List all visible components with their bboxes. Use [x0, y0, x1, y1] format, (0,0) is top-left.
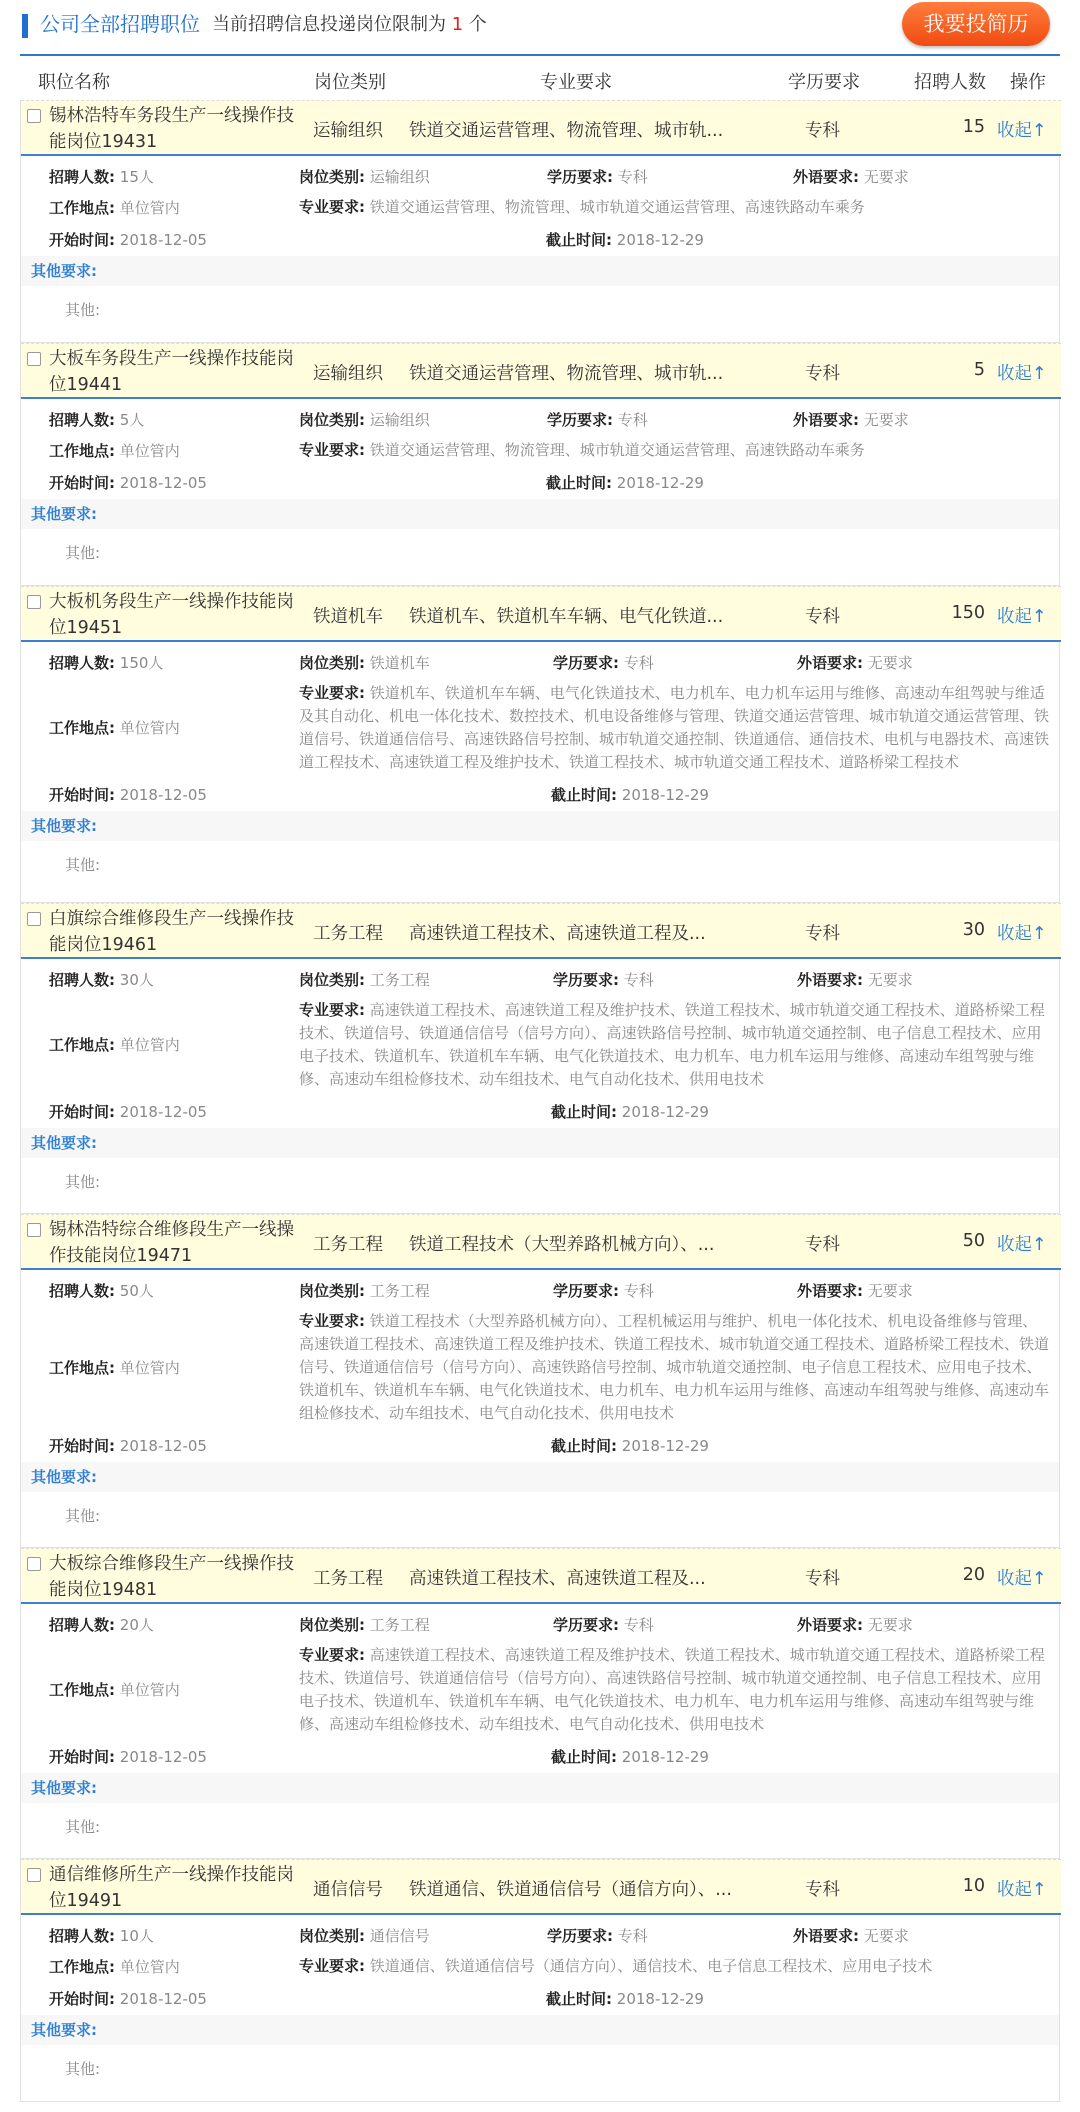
detail-major-value: 高速铁道工程技术、高速铁道工程及维护技术、铁道工程技术、城市轨道交通工程技术、道路桥梁工程技术、铁道信号、铁道通信信号（信号方向）、高速铁路信号控制、城市轨道交通控制、电子信息工程技术、应用电子技术、铁道机车、铁道机车车辆、电气化铁道技术、电力机车、电力机车运用与维修、高速动车组驾驶与维修、高速动车组检修技术、动车组技术、电气自动化技术、供用电技术 [299, 1001, 1045, 1088]
position-record [20, 903, 1060, 1214]
notice-prefix: 当前招聘信息投递岗位限制为 [212, 14, 446, 35]
detail-major-value: 铁道机车、铁道机车车辆、电气化铁道技术、电力机车、电力机车运用与维修、高速动车组驾驶与维适及其自动化、机电一体化技术、数控技术、机电设备维修与管理、铁道交通运营管理、城市轨道交通运营管理、铁道信号、铁道通信信号、高速铁路信号控制、城市轨道交通控制、铁道通信、通信技术、电机与电器技术、高速铁道工程技术、高速铁道工程及维护技术、铁道工程技术、城市轨道交通工程技术、道路桥梁工程技术 [299, 684, 1050, 771]
detail-start-date [49, 472, 207, 493]
column-header-category: 岗位类别 [314, 72, 386, 93]
detail-start-date [49, 1435, 207, 1456]
detail-education [553, 1614, 654, 1635]
detail-major-value: 铁道交通运营管理、物流管理、城市轨道交通运营管理、高速铁路动车乘务 [369, 441, 865, 459]
position-education: 专科 [805, 364, 840, 384]
detail-start-label: 开始时间: [49, 786, 115, 804]
detail-end-label: 截止时间: [546, 474, 612, 492]
detail-location-label: 工作地点: [49, 1681, 115, 1699]
detail-education-value: 专科 [623, 971, 654, 989]
detail-language [797, 969, 913, 990]
collapse-link[interactable]: 收起↑ [997, 1569, 1047, 1589]
detail-language-value: 无要求 [863, 411, 909, 429]
detail-end-value: 2018-12-29 [616, 1990, 704, 2008]
other-label: 其他: [65, 1173, 101, 1191]
detail-location-label: 工作地点: [49, 199, 115, 217]
detail-start-label: 开始时间: [49, 1103, 115, 1121]
detail-language-value: 无要求 [867, 1282, 913, 1300]
position-category: 工务工程 [313, 1235, 383, 1255]
detail-major-label: 专业要求: [299, 684, 365, 702]
detail-count-label: 招聘人数: [49, 1282, 115, 1300]
detail-location-label: 工作地点: [49, 1958, 115, 1976]
detail-category [299, 409, 430, 430]
detail-start-value: 2018-12-05 [119, 474, 207, 492]
position-education: 专科 [805, 121, 840, 141]
position-count: 20 [962, 1565, 985, 1585]
detail-count-label: 招聘人数: [49, 1616, 115, 1634]
position-record [20, 1548, 1060, 1859]
other-label: 其他: [65, 856, 101, 874]
detail-language-value: 无要求 [863, 1927, 909, 1945]
position-record [20, 1859, 1060, 2102]
detail-count-label: 招聘人数: [49, 411, 115, 429]
detail-location-value: 单位管内 [119, 442, 180, 460]
detail-start-date [49, 1988, 207, 2009]
detail-education-value: 专科 [623, 1616, 654, 1634]
position-education: 专科 [805, 1569, 840, 1589]
detail-language-value: 无要求 [867, 971, 913, 989]
detail-category [299, 652, 430, 673]
detail-start-label: 开始时间: [49, 1437, 115, 1455]
detail-start-value: 2018-12-05 [119, 786, 207, 804]
detail-language-label: 外语要求: [797, 1282, 863, 1300]
detail-education [547, 409, 648, 430]
position-major-summary: 铁道通信、铁道通信信号（通信方向）、... [409, 1880, 732, 1900]
detail-count-value: 150人 [119, 654, 164, 672]
detail-education [547, 1925, 648, 1946]
detail-education-label: 学历要求: [553, 971, 619, 989]
detail-start-label: 开始时间: [49, 231, 115, 249]
other-label: 其他: [65, 544, 101, 562]
other-label: 其他: [65, 1818, 101, 1836]
detail-count [49, 652, 163, 673]
detail-start-value: 2018-12-05 [119, 231, 207, 249]
detail-category [299, 166, 430, 187]
other-requirements-bar [21, 1128, 1059, 1158]
position-category: 工务工程 [313, 924, 383, 944]
detail-count [49, 1614, 154, 1635]
position-count: 30 [962, 920, 985, 940]
detail-end-date [551, 1435, 709, 1456]
detail-end-value: 2018-12-29 [616, 474, 704, 492]
detail-count-value: 50人 [119, 1282, 154, 1300]
position-record [20, 1214, 1060, 1548]
detail-category-value: 通信信号 [369, 1927, 430, 1945]
detail-start-date [49, 229, 207, 250]
detail-language [797, 652, 913, 673]
position-record [20, 343, 1060, 586]
detail-education [553, 969, 654, 990]
detail-category-value: 铁道机车 [369, 654, 430, 672]
detail-language [793, 166, 909, 187]
position-education: 专科 [805, 924, 840, 944]
detail-category [299, 969, 430, 990]
collapse-link[interactable]: 收起↑ [997, 1880, 1047, 1900]
detail-location-label: 工作地点: [49, 442, 115, 460]
position-major-summary: 铁道工程技术（大型养路机械方向）、... [409, 1235, 715, 1255]
position-major-summary: 高速铁道工程技术、高速铁道工程及... [409, 1569, 706, 1589]
detail-education-label: 学历要求: [553, 1282, 619, 1300]
position-category: 铁道机车 [313, 607, 383, 627]
detail-education [553, 652, 654, 673]
detail-major [299, 1955, 1051, 1978]
detail-count-value: 10人 [119, 1927, 154, 1945]
detail-end-date [546, 229, 704, 250]
detail-end-label: 截止时间: [551, 1437, 617, 1455]
detail-location-value: 单位管内 [119, 1958, 180, 1976]
detail-end-value: 2018-12-29 [621, 1437, 709, 1455]
table-header [20, 60, 1060, 100]
detail-language-label: 外语要求: [797, 654, 863, 672]
detail-end-label: 截止时间: [546, 231, 612, 249]
detail-count-label: 招聘人数: [49, 654, 115, 672]
position-education: 专科 [805, 1880, 840, 1900]
detail-count-value: 30人 [119, 971, 154, 989]
position-details [21, 1214, 1061, 1548]
detail-location-value: 单位管内 [119, 719, 180, 737]
other-label: 其他: [65, 2060, 101, 2078]
detail-location [49, 1679, 180, 1700]
other-requirements-bar [21, 499, 1059, 529]
detail-education-value: 专科 [623, 654, 654, 672]
detail-start-value: 2018-12-05 [119, 1990, 207, 2008]
position-major-summary: 铁道交通运营管理、物流管理、城市轨... [409, 121, 724, 141]
detail-major-label: 专业要求: [299, 1312, 365, 1330]
position-name: 大板综合维修段生产一线操作技能岗位19481 [49, 1554, 294, 1600]
position-count: 5 [973, 360, 985, 380]
detail-language-label: 外语要求: [797, 971, 863, 989]
detail-location [49, 197, 180, 218]
detail-end-value: 2018-12-29 [621, 1103, 709, 1121]
detail-location-label: 工作地点: [49, 1036, 115, 1054]
detail-language-label: 外语要求: [793, 168, 859, 186]
other-label: 其他: [65, 1507, 101, 1525]
collapse-link[interactable]: 收起↑ [997, 364, 1047, 384]
other-requirements-label: 其他要求: [31, 505, 97, 523]
column-header-education: 学历要求 [788, 72, 860, 93]
detail-language-value: 无要求 [863, 168, 909, 186]
detail-category-label: 岗位类别: [299, 411, 365, 429]
detail-end-label: 截止时间: [551, 1748, 617, 1766]
detail-category-label: 岗位类别: [299, 1282, 365, 1300]
position-count: 10 [962, 1876, 985, 1896]
detail-major [299, 682, 1051, 774]
detail-end-date [551, 1746, 709, 1767]
detail-category-label: 岗位类别: [299, 1927, 365, 1945]
position-details [21, 1859, 1061, 2102]
position-name: 大板机务段生产一线操作技能岗位19451 [49, 592, 294, 638]
position-education: 专科 [805, 1235, 840, 1255]
position-education: 专科 [805, 607, 840, 627]
detail-end-label: 截止时间: [551, 786, 617, 804]
position-count: 50 [962, 1231, 985, 1251]
position-category: 运输组织 [313, 364, 383, 384]
detail-major-value: 高速铁道工程技术、高速铁道工程及维护技术、铁道工程技术、城市轨道交通工程技术、道路桥梁工程技术、铁道信号、铁道通信信号（信号方向）、高速铁路信号控制、城市轨道交通控制、电子信息工程技术、应用电子技术、铁道机车、铁道机车车辆、电气化铁道技术、电力机车、电力机车运用与维修、高速动车组驾驶与维修、高速动车组检修技术、动车组技术、电气自动化技术、供用电技术 [299, 1646, 1045, 1733]
other-requirements-bar [21, 1773, 1059, 1803]
detail-count [49, 969, 154, 990]
detail-count-label: 招聘人数: [49, 971, 115, 989]
detail-count-value: 5人 [119, 411, 145, 429]
detail-category-label: 岗位类别: [299, 1616, 365, 1634]
detail-language-label: 外语要求: [793, 1927, 859, 1945]
detail-end-value: 2018-12-29 [621, 786, 709, 804]
position-major-summary: 高速铁道工程技术、高速铁道工程及... [409, 924, 706, 944]
detail-major [299, 1644, 1051, 1736]
application-limit-notice [212, 12, 487, 38]
detail-education-value: 专科 [623, 1282, 654, 1300]
position-name: 通信维修所生产一线操作技能岗位19491 [49, 1865, 294, 1911]
detail-count [49, 1280, 154, 1301]
collapse-link[interactable]: 收起↑ [997, 607, 1047, 627]
detail-education-label: 学历要求: [547, 1927, 613, 1945]
detail-major-label: 专业要求: [299, 1646, 365, 1664]
detail-end-date [551, 784, 709, 805]
detail-education-label: 学历要求: [547, 411, 613, 429]
detail-category-value: 工务工程 [369, 1616, 430, 1634]
detail-location [49, 1034, 180, 1055]
detail-location-label: 工作地点: [49, 719, 115, 737]
detail-category [299, 1280, 430, 1301]
collapse-link[interactable]: 收起↑ [997, 121, 1047, 141]
other-requirements-bar [21, 811, 1059, 841]
detail-start-date [49, 784, 207, 805]
other-requirements-bar [21, 1462, 1059, 1492]
other-requirements-bar [21, 2015, 1059, 2045]
detail-start-label: 开始时间: [49, 1990, 115, 2008]
detail-count [49, 166, 154, 187]
column-header-count: 招聘人数 [914, 72, 986, 93]
detail-location-value: 单位管内 [119, 1036, 180, 1054]
detail-language-label: 外语要求: [793, 411, 859, 429]
title-accent-bar [22, 14, 28, 38]
other-requirements-label: 其他要求: [31, 2021, 97, 2039]
other-requirements-label: 其他要求: [31, 262, 97, 280]
detail-count [49, 409, 144, 430]
detail-major-label: 专业要求: [299, 1957, 365, 1975]
other-requirements-label: 其他要求: [31, 1134, 97, 1152]
position-details [21, 100, 1061, 343]
position-details [21, 343, 1061, 586]
detail-start-date [49, 1101, 207, 1122]
detail-location [49, 1357, 180, 1378]
detail-major [299, 999, 1051, 1091]
position-count: 150 [951, 603, 985, 623]
detail-major-label: 专业要求: [299, 1001, 365, 1019]
detail-language-value: 无要求 [867, 654, 913, 672]
detail-major [299, 196, 1051, 219]
detail-category [299, 1925, 430, 1946]
detail-major-label: 专业要求: [299, 198, 365, 216]
detail-start-value: 2018-12-05 [119, 1748, 207, 1766]
detail-start-value: 2018-12-05 [119, 1103, 207, 1121]
detail-major-value: 铁道工程技术（大型养路机械方向）、工程机械运用与维护、机电一体化技术、机电设备维修与管理、高速铁道工程技术、高速铁道工程及维护技术、铁道工程技术、城市轨道交通工程技术、道路桥梁工程技术、铁道信号、铁道通信信号（信号方向）、高速铁路信号控制、城市轨道交通控制、电子信息工程技术、应用电子技术、铁道机车、铁道机车车辆、电气化铁道技术、电力机车、电力机车运用与维修、高速动车组驾驶与维修、高速动车组检修技术、动车组技术、电气自动化技术、供用电技术 [299, 1312, 1050, 1422]
detail-language [793, 1925, 909, 1946]
detail-major-label: 专业要求: [299, 441, 365, 459]
position-details [21, 903, 1061, 1214]
position-record [20, 100, 1060, 343]
column-header-action: 操作 [1010, 72, 1046, 93]
detail-location-label: 工作地点: [49, 1359, 115, 1377]
position-category: 工务工程 [313, 1569, 383, 1589]
detail-education-value: 专科 [617, 1927, 648, 1945]
detail-category-label: 岗位类别: [299, 168, 365, 186]
column-header-major: 专业要求 [540, 72, 612, 93]
other-requirements-label: 其他要求: [31, 1468, 97, 1486]
detail-major [299, 1310, 1051, 1425]
other-requirements-label: 其他要求: [31, 1779, 97, 1797]
detail-language-label: 外语要求: [797, 1616, 863, 1634]
position-details [21, 1548, 1061, 1859]
detail-category-value: 工务工程 [369, 1282, 430, 1300]
page-header [20, 0, 1060, 56]
detail-category [299, 1614, 430, 1635]
position-details [21, 586, 1061, 903]
detail-education [553, 1280, 654, 1301]
notice-suffix: 个 [468, 14, 487, 35]
detail-location-value: 单位管内 [119, 199, 180, 217]
detail-education-value: 专科 [617, 168, 648, 186]
detail-count-value: 15人 [119, 168, 154, 186]
detail-category-value: 运输组织 [369, 411, 430, 429]
detail-category-label: 岗位类别: [299, 971, 365, 989]
detail-education-label: 学历要求: [553, 654, 619, 672]
detail-end-value: 2018-12-29 [616, 231, 704, 249]
detail-count [49, 1925, 154, 1946]
detail-location-value: 单位管内 [119, 1681, 180, 1699]
position-category: 运输组织 [313, 121, 383, 141]
detail-location [49, 1956, 180, 1977]
page-title: 公司全部招聘职位 [40, 12, 200, 36]
position-major-summary: 铁道机车、铁道机车车辆、电气化铁道... [409, 607, 724, 627]
position-count: 15 [962, 117, 985, 137]
position-record [20, 586, 1060, 903]
detail-category-label: 岗位类别: [299, 654, 365, 672]
position-name: 锡林浩特综合维修段生产一线操作技能岗位19471 [49, 1220, 294, 1266]
other-requirements-label: 其他要求: [31, 817, 97, 835]
detail-count-value: 20人 [119, 1616, 154, 1634]
position-name: 锡林浩特车务段生产一线操作技能岗位19431 [49, 106, 294, 152]
other-label: 其他: [65, 301, 101, 319]
detail-major-value: 铁道交通运营管理、物流管理、城市轨道交通运营管理、高速铁路动车乘务 [369, 198, 865, 216]
detail-language [797, 1280, 913, 1301]
position-name: 大板车务段生产一线操作技能岗位19441 [49, 349, 294, 395]
detail-location [49, 440, 180, 461]
detail-count-label: 招聘人数: [49, 168, 115, 186]
detail-language-value: 无要求 [867, 1616, 913, 1634]
detail-location [49, 717, 180, 738]
position-major-summary: 铁道交通运营管理、物流管理、城市轨... [409, 364, 724, 384]
detail-major-value: 铁道通信、铁道通信信号（通信方向）、通信技术、电子信息工程技术、应用电子技术 [369, 1957, 933, 1975]
detail-start-label: 开始时间: [49, 1748, 115, 1766]
detail-start-label: 开始时间: [49, 474, 115, 492]
detail-education-label: 学历要求: [553, 1616, 619, 1634]
detail-start-value: 2018-12-05 [119, 1437, 207, 1455]
detail-education-label: 学历要求: [547, 168, 613, 186]
detail-end-date [551, 1101, 709, 1122]
detail-location-value: 单位管内 [119, 1359, 180, 1377]
submit-resume-button[interactable]: 我要投简历 [902, 2, 1050, 46]
detail-end-value: 2018-12-29 [621, 1748, 709, 1766]
collapse-link[interactable]: 收起↑ [997, 924, 1047, 944]
detail-start-date [49, 1746, 207, 1767]
position-category: 通信信号 [313, 1880, 383, 1900]
detail-category-value: 工务工程 [369, 971, 430, 989]
column-header-position-name: 职位名称 [38, 72, 110, 93]
detail-count-label: 招聘人数: [49, 1927, 115, 1945]
detail-end-date [546, 1988, 704, 2009]
position-name: 白旗综合维修段生产一线操作技能岗位19461 [49, 909, 294, 955]
detail-education [547, 166, 648, 187]
detail-end-label: 截止时间: [546, 1990, 612, 2008]
detail-language [793, 409, 909, 430]
detail-end-date [546, 472, 704, 493]
detail-language [797, 1614, 913, 1635]
notice-count: 1 [451, 14, 464, 35]
other-requirements-bar [21, 256, 1059, 286]
detail-category-value: 运输组织 [369, 168, 430, 186]
detail-major [299, 439, 1051, 462]
detail-education-value: 专科 [617, 411, 648, 429]
collapse-link[interactable]: 收起↑ [997, 1235, 1047, 1255]
detail-end-label: 截止时间: [551, 1103, 617, 1121]
